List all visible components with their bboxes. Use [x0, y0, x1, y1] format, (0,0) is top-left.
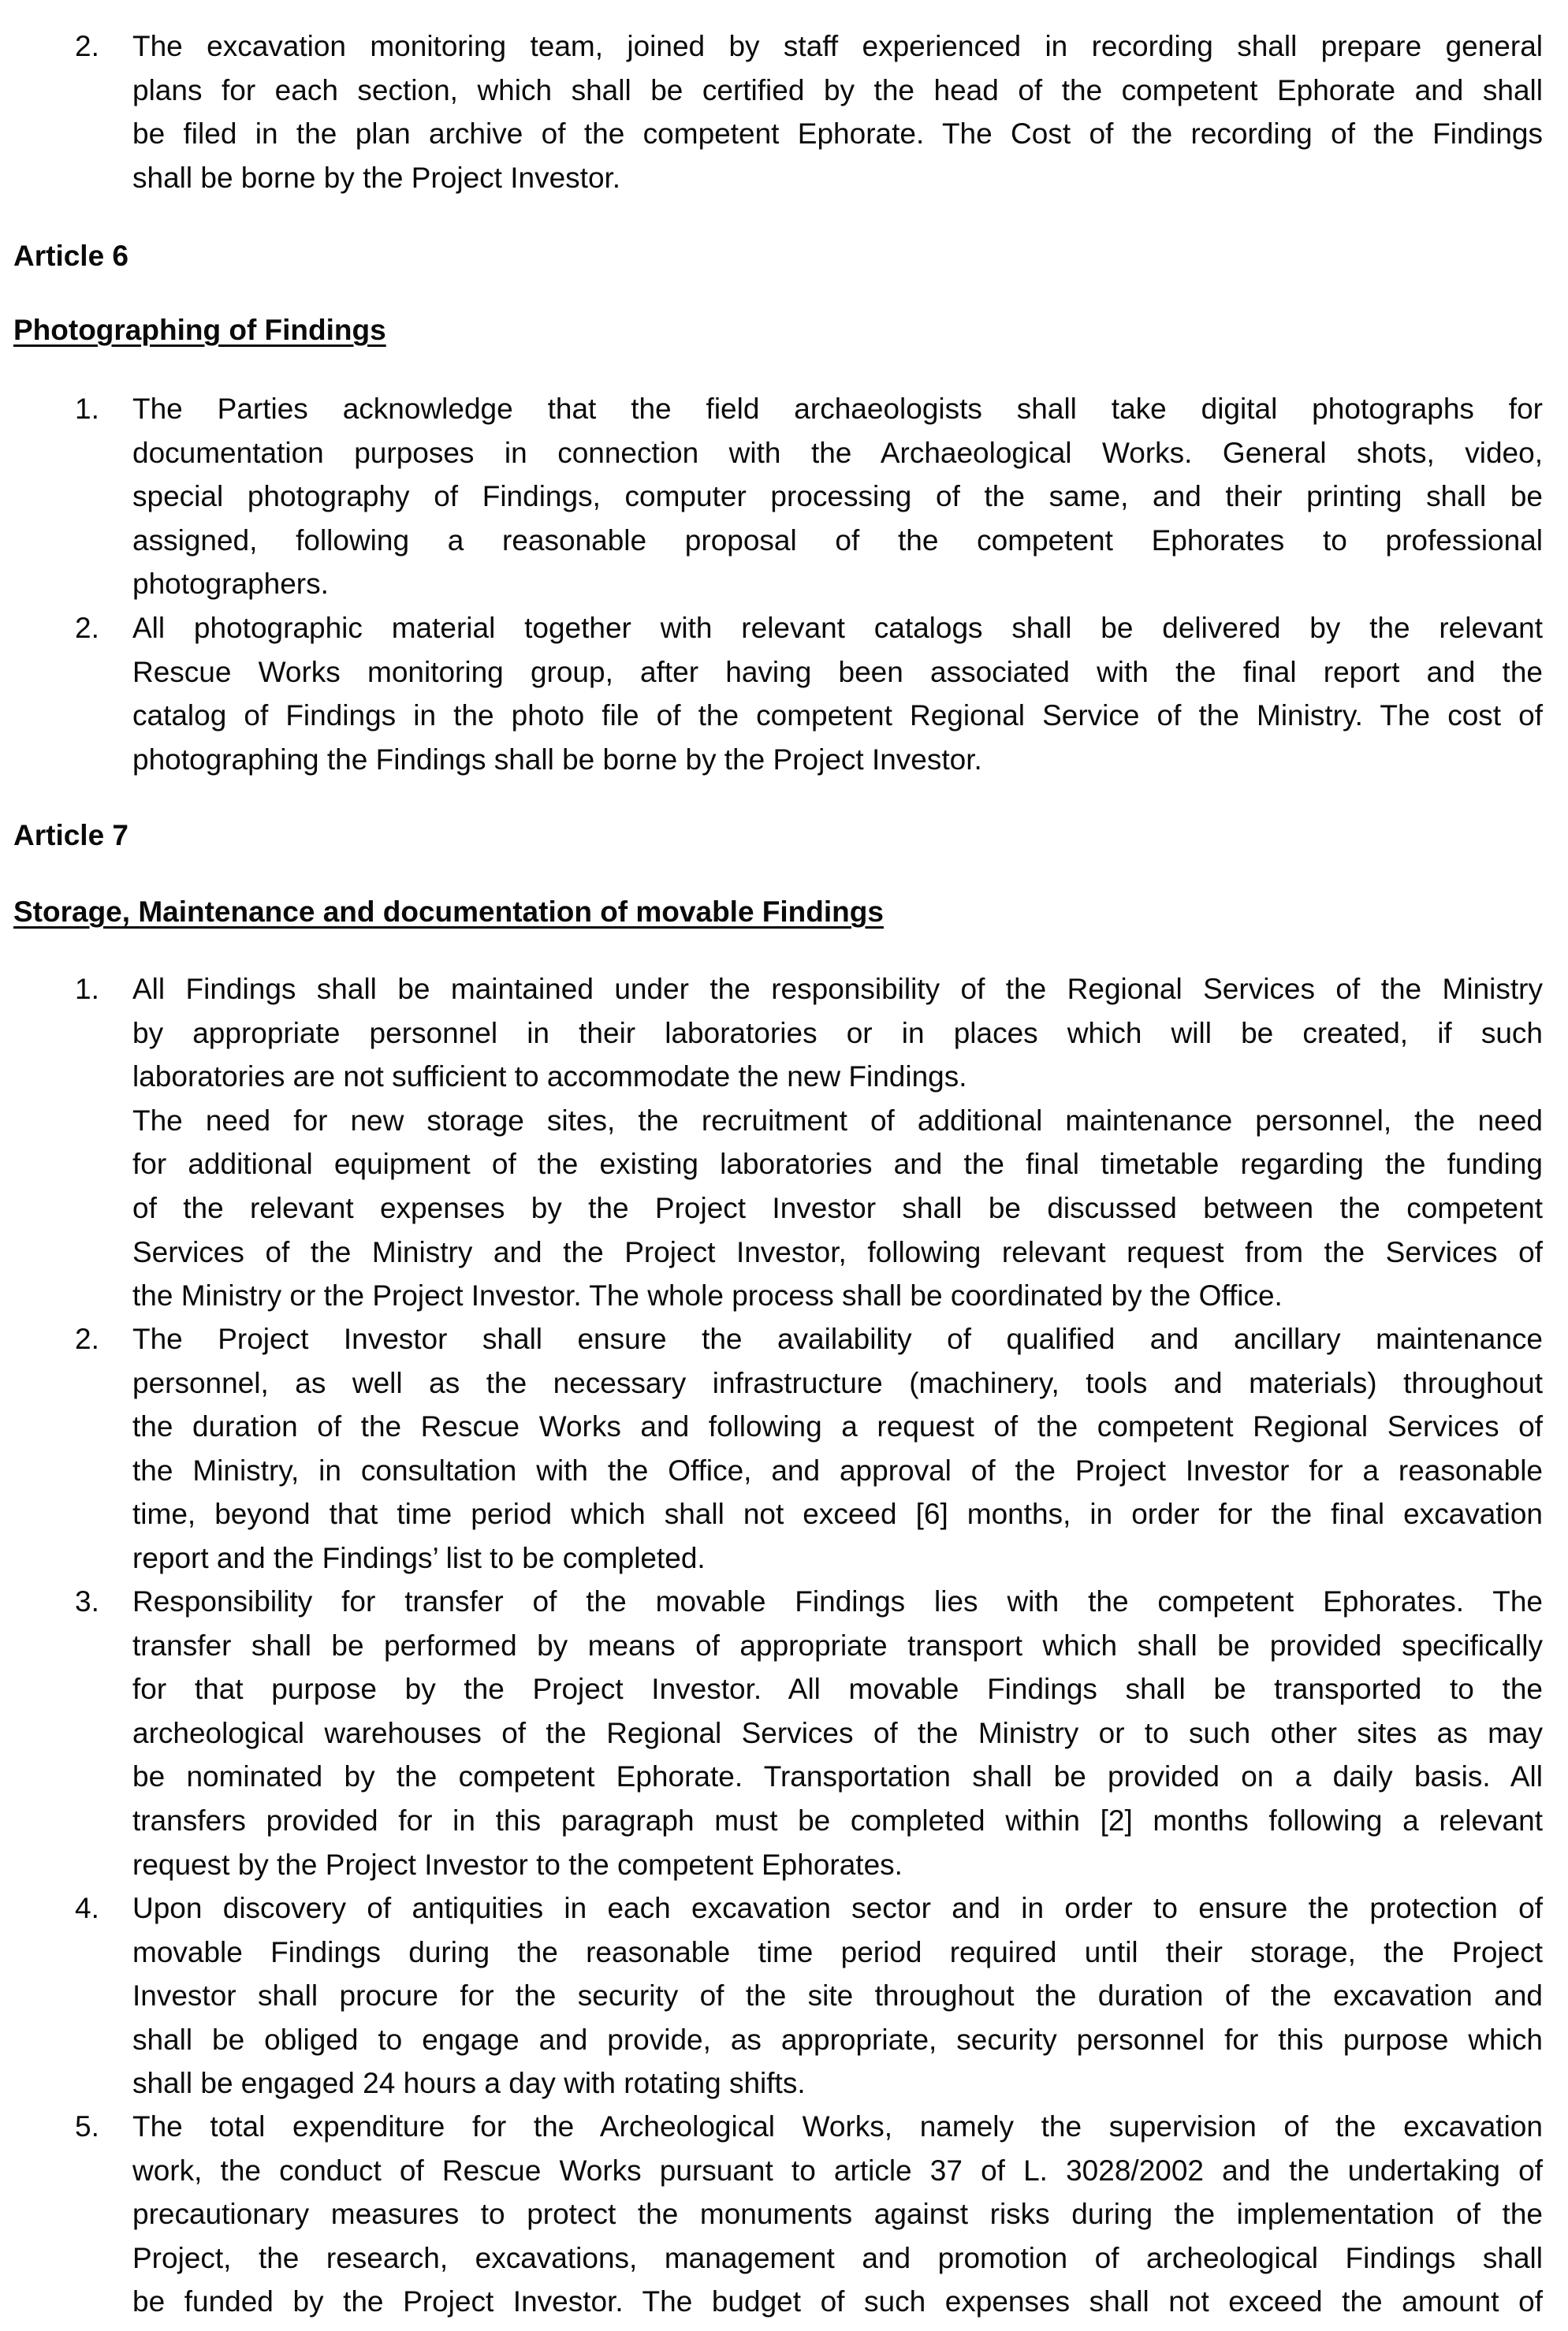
- text-line: Responsibility for transfer of the movable Findings lies with the competent Ephorates. The: [132, 1585, 1543, 1618]
- list-item: [0, 1580, 1568, 1886]
- article-7-label: Article 7: [13, 819, 129, 851]
- article-6-title: [13, 308, 386, 352]
- article-6-list-item-2: [0, 606, 1568, 781]
- text-line: transfers provided for in this paragraph must be completed within [2] months following a relevant: [132, 1804, 1543, 1837]
- text-line: transfer shall be performed by means of appropriate transport which shall be provided specifically: [132, 1629, 1543, 1662]
- text-line: All photographic material together with relevant catalogs shall be delivered by the relevant: [132, 612, 1543, 644]
- text-line: archeological warehouses of the Regional Services of the Ministry or to such other sites as may: [132, 1716, 1543, 1749]
- item-number: 4.: [75, 1892, 99, 1924]
- article-6-list: [0, 387, 1568, 606]
- item-number: 1.: [75, 973, 99, 1005]
- text-line: photographers.: [132, 568, 329, 601]
- item-text: [132, 1317, 1543, 1581]
- article-7-item-1: [0, 967, 1568, 1318]
- text-line: Upon discovery of antiquities in each excavation sector and in order to ensure the protection of: [132, 1892, 1543, 1924]
- item-text: [132, 387, 1543, 606]
- text-line: be nominated by the competent Ephorate. Transportation shall be provided on a daily basis. All: [132, 1760, 1543, 1793]
- text-line: documentation purposes in connection with the Archaeological Works. General shots, video,: [132, 436, 1543, 469]
- item-text: [132, 606, 1543, 781]
- text-line: photographing the Findings shall be borne by the Project Investor.: [132, 743, 982, 776]
- text-line: of the relevant expenses by the Project Investor shall be discussed between the competent: [132, 1191, 1543, 1224]
- text-line: The Parties acknowledge that the field archaeologists shall take digital photographs for: [132, 393, 1543, 425]
- text-line: be funded by the Project Investor. The budget of such expenses shall not exceed the amount of: [132, 2285, 1543, 2318]
- text-line: catalog of Findings in the photo file of the competent Regional Service of the Ministry. The cost of: [132, 699, 1543, 732]
- item-text: [132, 24, 1543, 199]
- item-number: 2.: [75, 1323, 99, 1355]
- item-number: 2.: [75, 30, 99, 62]
- article-7-item-2: [0, 1317, 1568, 1581]
- list-item: [0, 967, 1568, 1318]
- text-line: time, beyond that time period which shall not exceed [6] months, in order for the final excavation: [132, 1498, 1543, 1531]
- text-line: The Project Investor shall ensure the availability of qualified and ancillary maintenance: [132, 1323, 1543, 1355]
- text-line: The total expenditure for the Archeological Works, namely the supervision of the excavation: [132, 2110, 1543, 2143]
- text-line: report and the Findings’ list to be completed.: [132, 1541, 706, 1574]
- text-line: Rescue Works monitoring group, after having been associated with the final report and the: [132, 655, 1543, 688]
- list-item: [0, 24, 1568, 199]
- text-line: Project, the research, excavations, management and promotion of archeological Findings shall: [132, 2241, 1543, 2274]
- text-line: shall be obliged to engage and provide, as appropriate, security personnel for this purpose which: [132, 2023, 1543, 2056]
- text-line: the Ministry, in consultation with the Office, and approval of the Project Investor for a reasonable: [132, 1454, 1543, 1487]
- list-item: [0, 606, 1568, 781]
- text-line: the Ministry or the Project Investor. The whole process shall be coordinated by the Office.: [132, 1279, 1283, 1313]
- text-line: for that purpose by the Project Investor. All movable Findings shall be transported to the: [132, 1673, 1543, 1706]
- item-text: [132, 1886, 1543, 2106]
- item-number: 3.: [75, 1585, 99, 1618]
- continuation-list: [0, 24, 1568, 199]
- text-line: movable Findings during the reasonable time period required until their storage, the Project: [132, 1935, 1543, 1968]
- text-line: shall be borne by the Project Investor.: [132, 161, 621, 194]
- article-6-title-text: Photographing of Findings: [13, 314, 386, 346]
- item-number: 1.: [75, 393, 99, 425]
- article-6-label: Article 6: [13, 240, 129, 272]
- item-text: [132, 2105, 1543, 2324]
- text-line: The need for new storage sites, the recruitment of additional maintenance personnel, the need: [132, 1104, 1543, 1137]
- text-line: The excavation monitoring team, joined by staff experienced in recording shall prepare general: [132, 30, 1543, 62]
- text-line: be filed in the plan archive of the competent Ephorate. The Cost of the recording of the Findings: [132, 117, 1543, 151]
- text-line: personnel, as well as the necessary infrastructure (machinery, tools and materials) throughout: [132, 1366, 1543, 1399]
- text-line: assigned, following a reasonable proposal of the competent Ephorates to professional: [132, 523, 1543, 557]
- text-line: plans for each section, which shall be certified by the head of the competent Ephorate and shall: [132, 73, 1543, 106]
- item-number: 5.: [75, 2110, 99, 2143]
- text-line: precautionary measures to protect the monuments against risks during the implementation of the: [132, 2198, 1543, 2231]
- text-line: for additional equipment of the existing laboratories and the final timetable regarding the funding: [132, 1148, 1543, 1181]
- article-7-item-4: [0, 1886, 1568, 2106]
- text-line: laboratories are not sufficient to accommodate the new Findings.: [132, 1060, 967, 1093]
- item-text: [132, 967, 1543, 1318]
- text-line: Services of the Ministry and the Project Investor, following relevant request from the Services of: [132, 1235, 1543, 1268]
- item-text: [132, 1580, 1543, 1886]
- text-line: work, the conduct of Rescue Works pursuant to article 37 of L. 3028/2002 and the undertaking of: [132, 2154, 1543, 2187]
- article-7-title: [13, 890, 884, 934]
- text-line: Investor shall procure for the security of the site throughout the duration of the excavation and: [132, 1979, 1543, 2013]
- article-7-item-3: [0, 1580, 1568, 1886]
- text-line: All Findings shall be maintained under the responsibility of the Regional Services of the Ministry: [132, 973, 1543, 1005]
- item-number: 2.: [75, 612, 99, 644]
- article-7-title-text: Storage, Maintenance and documentation of movable Findings: [13, 896, 884, 928]
- text-line: request by the Project Investor to the competent Ephorates.: [132, 1848, 903, 1881]
- text-line: by appropriate personnel in their laboratories or in places which will be created, if such: [132, 1016, 1543, 1049]
- list-item: [0, 1317, 1568, 1581]
- list-item: [0, 2105, 1568, 2324]
- text-line: special photography of Findings, computer processing of the same, and their printing shall be: [132, 480, 1543, 513]
- list-item: [0, 387, 1568, 606]
- article-7-item-5: [0, 2105, 1568, 2324]
- text-line: shall be engaged 24 hours a day with rotating shifts.: [132, 2067, 806, 2100]
- text-line: the duration of the Rescue Works and following a request of the competent Regional Services of: [132, 1410, 1543, 1443]
- list-item: [0, 1886, 1568, 2106]
